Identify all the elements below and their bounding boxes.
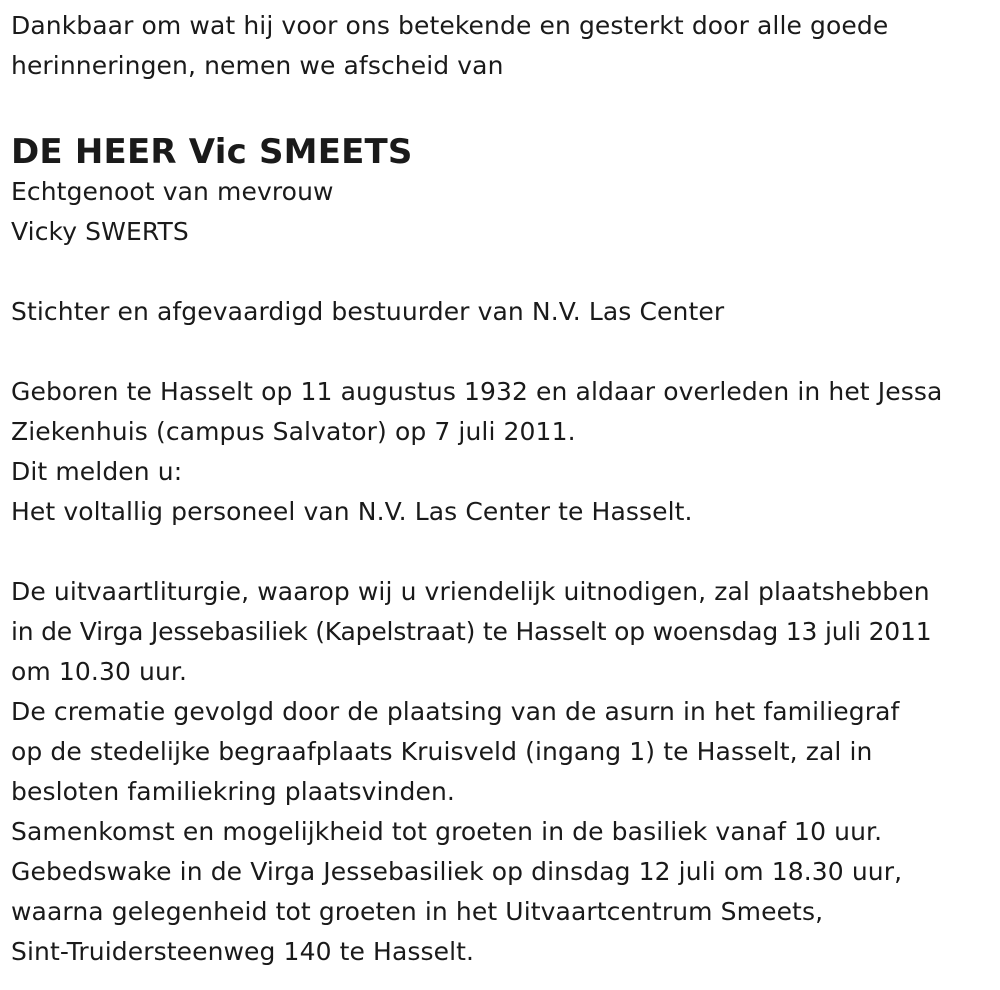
death-notice: [11, 6, 996, 972]
ceremony-line: op de stedelijke begraafplaats Kruisveld (ingang 1) te Hasselt, zal in: [11, 737, 873, 766]
spouse-block: [11, 172, 996, 252]
ceremony-line: Sint-Truidersteenweg 140 te Hasselt.: [11, 937, 475, 966]
ceremony-line: om 10.30 uur.: [11, 657, 188, 686]
ceremony-line: De crematie gevolgd door de plaatsing van de asurn in het familiegraf: [11, 697, 900, 726]
ceremony-line: waarna gelegenheid tot groeten in het Uitvaartcentrum Smeets,: [11, 897, 824, 926]
spacer: [11, 332, 996, 372]
role-line: Stichter en afgevaardigd bestuurder van N.V. Las Center: [11, 297, 725, 326]
announcer-line: Dit melden u:: [11, 457, 183, 486]
intro-line: Dankbaar om wat hij voor ons betekende en gesterkt door alle goede: [11, 11, 889, 40]
intro-paragraph: [11, 6, 996, 86]
announcer-line: Het voltallig personeel van N.V. Las Center te Hasselt.: [11, 497, 693, 526]
birth-death-line: Ziekenhuis (campus Salvator) op 7 juli 2011.: [11, 417, 576, 446]
birth-death-line: Geboren te Hasselt op 11 augustus 1932 en aldaar overleden in het Jessa: [11, 377, 943, 406]
spouse-line: Echtgenoot van mevrouw: [11, 177, 334, 206]
spouse-name: Vicky SWERTS: [11, 217, 189, 246]
birth-death-paragraph: [11, 372, 996, 532]
ceremony-line: De uitvaartliturgie, waarop wij u vriendelijk uitnodigen, zal plaatshebben: [11, 577, 930, 606]
ceremony-line: besloten familiekring plaatsvinden.: [11, 777, 455, 806]
ceremony-paragraph: [11, 572, 996, 972]
spacer: [11, 532, 996, 572]
intro-line: herinneringen, nemen we afscheid van: [11, 51, 504, 80]
ceremony-line: Samenkomst en mogelijkheid tot groeten in de basiliek vanaf 10 uur.: [11, 817, 883, 846]
deceased-name: DE HEER Vic SMEETS: [11, 132, 413, 172]
spacer: [11, 86, 996, 132]
ceremony-line: in de Virga Jessebasiliek (Kapelstraat) te Hasselt op woensdag 13 juli 2011: [11, 617, 932, 646]
ceremony-line: Gebedswake in de Virga Jessebasiliek op dinsdag 12 juli om 18.30 uur,: [11, 857, 903, 886]
spacer: [11, 252, 996, 292]
